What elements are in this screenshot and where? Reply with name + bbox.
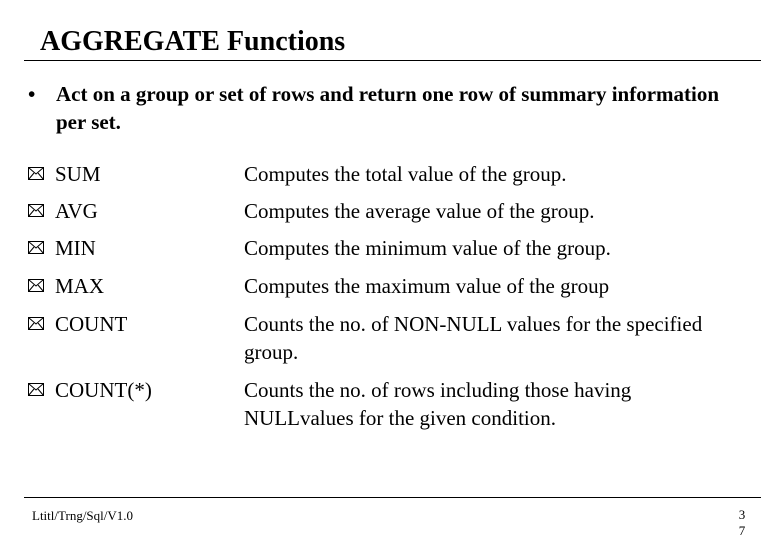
- function-description: Computes the total value of the group.: [244, 162, 567, 186]
- intro-text: Act on a group or set of rows and return one row of summary information per set.: [56, 82, 720, 134]
- intro-bullet: •: [28, 82, 36, 106]
- function-name: MIN: [55, 236, 96, 260]
- function-description: Counts the no. of NON-NULL values for the specified group.: [244, 312, 703, 364]
- slide-title: AGGREGATE Functions: [40, 26, 346, 57]
- footer-divider: [24, 497, 761, 498]
- envelope-icon: [28, 383, 44, 396]
- function-description: Computes the average value of the group.: [244, 199, 595, 223]
- page-number-digit: 3: [738, 507, 746, 522]
- function-description: Computes the maximum value of the group: [244, 274, 610, 298]
- function-name: COUNT(*): [55, 378, 152, 402]
- envelope-icon: [28, 241, 44, 254]
- function-name: MAX: [55, 274, 105, 298]
- page-number: [736, 507, 748, 539]
- envelope-icon: [28, 204, 44, 217]
- title-divider: [24, 60, 761, 61]
- envelope-icon: [28, 317, 44, 330]
- function-name: SUM: [55, 162, 101, 186]
- function-name: COUNT: [55, 312, 128, 336]
- function-description: Computes the minimum value of the group.: [244, 236, 611, 260]
- envelope-icon: [28, 167, 44, 180]
- page-number-digit: 7: [738, 523, 746, 538]
- footer-doc-code: Ltitl/Trng/Sql/V1.0: [32, 508, 134, 523]
- function-description: Counts the no. of rows including those having NULLvalues for the given condition.: [244, 378, 632, 430]
- function-name: AVG: [55, 199, 98, 223]
- envelope-icon: [28, 279, 44, 292]
